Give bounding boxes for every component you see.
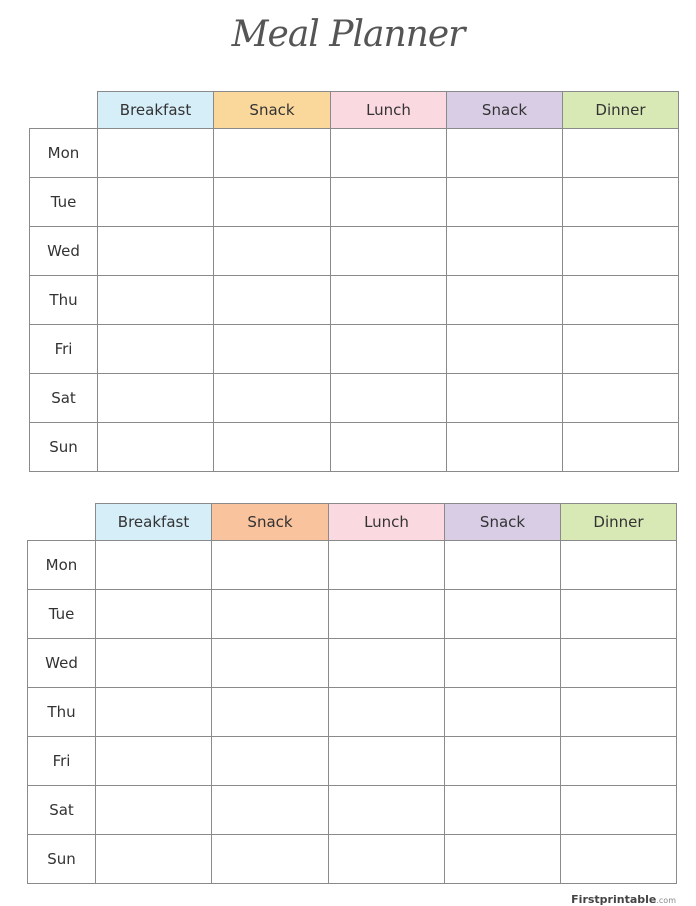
day-label: Sun bbox=[30, 423, 98, 472]
meal-cell[interactable] bbox=[447, 374, 563, 423]
meal-cell[interactable] bbox=[561, 590, 677, 639]
corner-blank bbox=[28, 504, 96, 541]
meal-cell[interactable] bbox=[214, 227, 331, 276]
day-row bbox=[30, 374, 679, 423]
meal-header-snack: Snack bbox=[445, 504, 561, 541]
day-row bbox=[28, 541, 677, 590]
meal-cell[interactable] bbox=[445, 590, 561, 639]
meal-cell[interactable] bbox=[214, 129, 331, 178]
meal-cell[interactable] bbox=[331, 178, 447, 227]
meal-header-lunch: Lunch bbox=[331, 92, 447, 129]
meal-cell[interactable] bbox=[331, 129, 447, 178]
meal-cell[interactable] bbox=[331, 374, 447, 423]
footer-watermark bbox=[571, 893, 676, 906]
meal-header-snack: Snack bbox=[212, 504, 329, 541]
day-row bbox=[30, 276, 679, 325]
footer-brand: Firstprintable bbox=[571, 893, 657, 906]
meal-cell[interactable] bbox=[445, 737, 561, 786]
meal-cell[interactable] bbox=[331, 325, 447, 374]
day-label: Tue bbox=[28, 590, 96, 639]
meal-cell[interactable] bbox=[447, 325, 563, 374]
meal-cell[interactable] bbox=[98, 178, 214, 227]
meal-cell[interactable] bbox=[445, 541, 561, 590]
meal-cell[interactable] bbox=[212, 541, 329, 590]
day-label: Wed bbox=[30, 227, 98, 276]
meal-cell[interactable] bbox=[331, 276, 447, 325]
meal-cell[interactable] bbox=[563, 374, 679, 423]
day-row bbox=[30, 129, 679, 178]
meal-cell[interactable] bbox=[561, 688, 677, 737]
header-row bbox=[30, 92, 679, 129]
meal-header-breakfast: Breakfast bbox=[98, 92, 214, 129]
meal-cell[interactable] bbox=[561, 835, 677, 884]
day-label: Fri bbox=[30, 325, 98, 374]
meal-cell[interactable] bbox=[96, 590, 212, 639]
header-row bbox=[28, 504, 677, 541]
day-row bbox=[30, 325, 679, 374]
meal-cell[interactable] bbox=[563, 325, 679, 374]
meal-cell[interactable] bbox=[98, 423, 214, 472]
meal-cell[interactable] bbox=[561, 737, 677, 786]
meal-cell[interactable] bbox=[96, 639, 212, 688]
day-label: Thu bbox=[30, 276, 98, 325]
meal-cell[interactable] bbox=[96, 737, 212, 786]
meal-cell[interactable] bbox=[96, 541, 212, 590]
page-title: Meal Planner bbox=[231, 14, 465, 55]
meal-cell[interactable] bbox=[447, 227, 563, 276]
meal-cell[interactable] bbox=[447, 423, 563, 472]
day-row bbox=[28, 639, 677, 688]
meal-cell[interactable] bbox=[447, 178, 563, 227]
meal-header-snack: Snack bbox=[214, 92, 331, 129]
meal-cell[interactable] bbox=[214, 325, 331, 374]
meal-cell[interactable] bbox=[96, 835, 212, 884]
day-row bbox=[28, 688, 677, 737]
planner-grid bbox=[29, 91, 679, 472]
meal-cell[interactable] bbox=[98, 325, 214, 374]
day-row bbox=[30, 178, 679, 227]
meal-cell[interactable] bbox=[214, 276, 331, 325]
day-row bbox=[28, 835, 677, 884]
meal-cell[interactable] bbox=[445, 835, 561, 884]
day-label: Mon bbox=[28, 541, 96, 590]
meal-cell[interactable] bbox=[212, 590, 329, 639]
meal-cell[interactable] bbox=[561, 786, 677, 835]
meal-cell[interactable] bbox=[212, 737, 329, 786]
meal-cell[interactable] bbox=[563, 129, 679, 178]
day-row bbox=[28, 786, 677, 835]
meal-cell[interactable] bbox=[331, 227, 447, 276]
meal-cell[interactable] bbox=[96, 688, 212, 737]
day-row bbox=[28, 590, 677, 639]
meal-cell[interactable] bbox=[98, 227, 214, 276]
meal-cell[interactable] bbox=[329, 639, 445, 688]
meal-cell[interactable] bbox=[212, 639, 329, 688]
meal-cell[interactable] bbox=[214, 423, 331, 472]
meal-header-dinner: Dinner bbox=[561, 504, 677, 541]
meal-cell[interactable] bbox=[445, 688, 561, 737]
meal-cell[interactable] bbox=[563, 276, 679, 325]
meal-header-snack: Snack bbox=[447, 92, 563, 129]
meal-cell[interactable] bbox=[329, 786, 445, 835]
meal-cell[interactable] bbox=[329, 835, 445, 884]
planner-grid bbox=[27, 503, 677, 884]
corner-blank bbox=[30, 92, 98, 129]
meal-cell[interactable] bbox=[331, 423, 447, 472]
day-row bbox=[30, 227, 679, 276]
meal-planner-table-1 bbox=[29, 91, 679, 472]
day-label: Sat bbox=[28, 786, 96, 835]
meal-header-breakfast: Breakfast bbox=[96, 504, 212, 541]
meal-cell[interactable] bbox=[98, 276, 214, 325]
meal-cell[interactable] bbox=[561, 541, 677, 590]
day-label: Tue bbox=[30, 178, 98, 227]
meal-cell[interactable] bbox=[96, 786, 212, 835]
meal-cell[interactable] bbox=[212, 835, 329, 884]
meal-planner-table-2 bbox=[27, 503, 677, 884]
footer-suffix: .com bbox=[656, 896, 676, 905]
meal-cell[interactable] bbox=[329, 737, 445, 786]
meal-cell[interactable] bbox=[447, 276, 563, 325]
meal-cell[interactable] bbox=[563, 227, 679, 276]
meal-cell[interactable] bbox=[329, 688, 445, 737]
day-label: Wed bbox=[28, 639, 96, 688]
meal-cell[interactable] bbox=[212, 786, 329, 835]
meal-cell[interactable] bbox=[214, 178, 331, 227]
day-label: Mon bbox=[30, 129, 98, 178]
meal-cell[interactable] bbox=[561, 639, 677, 688]
meal-cell[interactable] bbox=[212, 688, 329, 737]
day-label: Thu bbox=[28, 688, 96, 737]
day-label: Sun bbox=[28, 835, 96, 884]
day-row bbox=[28, 737, 677, 786]
day-label: Fri bbox=[28, 737, 96, 786]
meal-header-lunch: Lunch bbox=[329, 504, 445, 541]
day-row bbox=[30, 423, 679, 472]
meal-cell[interactable] bbox=[214, 374, 331, 423]
meal-cell[interactable] bbox=[329, 590, 445, 639]
meal-cell[interactable] bbox=[563, 423, 679, 472]
meal-cell[interactable] bbox=[445, 786, 561, 835]
meal-cell[interactable] bbox=[98, 374, 214, 423]
meal-cell[interactable] bbox=[98, 129, 214, 178]
meal-cell[interactable] bbox=[563, 178, 679, 227]
meal-cell[interactable] bbox=[445, 639, 561, 688]
day-label: Sat bbox=[30, 374, 98, 423]
meal-cell[interactable] bbox=[447, 129, 563, 178]
meal-header-dinner: Dinner bbox=[563, 92, 679, 129]
meal-cell[interactable] bbox=[329, 541, 445, 590]
